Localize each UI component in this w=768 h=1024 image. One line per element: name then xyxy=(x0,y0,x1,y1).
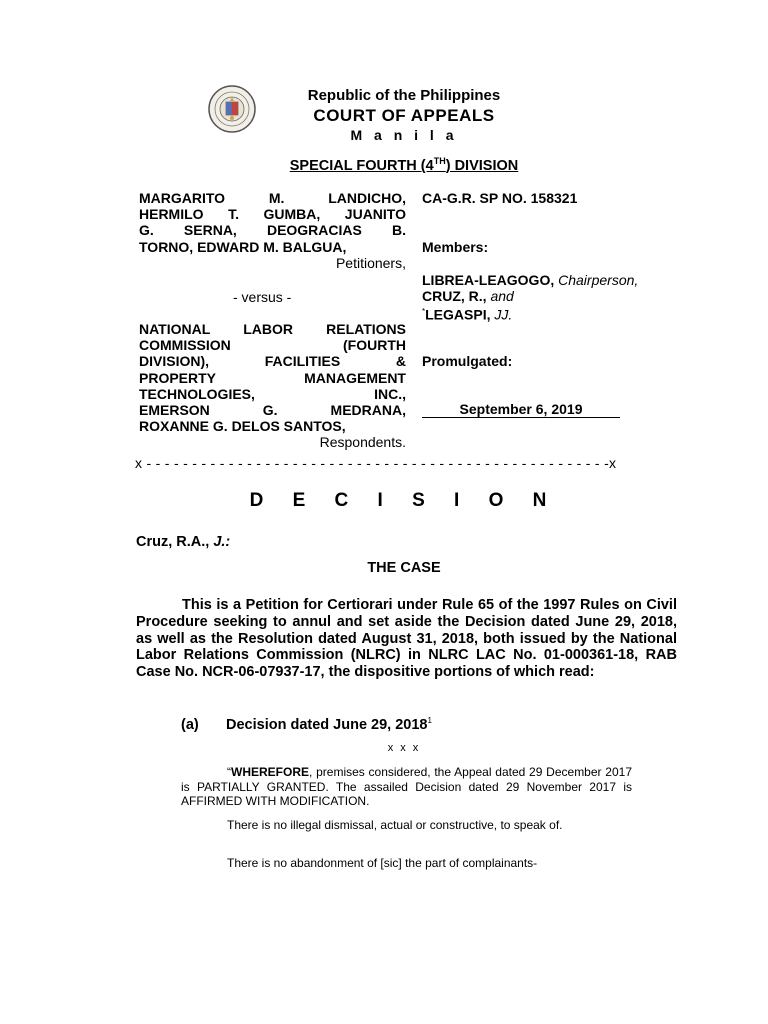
republic-heading: Republic of the Philippines xyxy=(307,87,501,104)
quote-bold-word: WHEREFORE xyxy=(231,765,309,779)
respondent-line: PROPERTY MANAGEMENT xyxy=(139,369,406,386)
member-3-mark: * xyxy=(422,307,426,316)
quote-open: “ xyxy=(227,765,231,779)
author-name: Cruz, R.A., xyxy=(136,534,210,550)
division-sup: TH xyxy=(433,156,446,166)
promulgated-label: Promulgated: xyxy=(422,353,513,369)
quote-paragraph-3: There is no abandonment of [sic] the part of complainants- xyxy=(227,856,538,870)
respondents-block xyxy=(139,321,406,451)
member-2-name: CRUZ, R., xyxy=(422,288,487,304)
promulgated-date: September 6, 2019 xyxy=(422,402,620,418)
member-1 xyxy=(422,272,638,288)
member-3-name: LEGASPI, xyxy=(425,306,491,323)
separator-line: x - - - - - - - - - - - - - - - - - - - - - - - - - - - - - - - - - - - - - - - - - - - - - - - - - - -x xyxy=(135,455,617,471)
case-number: CA-G.R. SP NO. 158321 xyxy=(422,190,578,206)
petitioners-label: Petitioners, xyxy=(335,254,406,271)
section-heading: THE CASE xyxy=(367,560,441,576)
subheading-text: Decision dated June 29, 2018 xyxy=(226,716,428,733)
respondent-line: DIVISION), FACILITIES & xyxy=(139,353,406,370)
subheading-label: (a) xyxy=(181,716,199,733)
respondent-line: EMERSON G. MEDRANA, xyxy=(139,402,406,419)
quote-paragraph-2: There is no illegal dismissal, actual or constructive, to speak of. xyxy=(227,818,563,832)
respondent-line: TECHNOLOGIES, INC., xyxy=(139,385,406,402)
member-3-role: JJ. xyxy=(494,306,513,323)
versus-label: - versus - xyxy=(233,289,292,305)
intro-paragraph: This is a Petition for Certiorari under Rule 65 of the 1997 Rules on Civil Procedure seeking to annul and set aside the Decision dated June 29, 2018, as well as the Resolution dated August 31, 2018, both issued by the National Labor Relations Commission (NLRC) in NLRC LAC No. 01-000361-18, RAB Case No. NCR-06-07937-17, the dispositive portions of which read: xyxy=(136,597,677,681)
member-1-role: Chairperson, xyxy=(558,272,639,288)
petitioners-block xyxy=(139,190,406,271)
petitioner-line: TORNO, EDWARD M. BALGUA, xyxy=(139,238,347,255)
subheading xyxy=(181,716,432,733)
petitioner-line: HERMILO T. GUMBA, JUANITO xyxy=(139,206,406,223)
footnote-marker: 1 xyxy=(427,716,432,725)
decision-title: D E C I S I O N xyxy=(249,490,559,511)
respondents-label: Respondents. xyxy=(319,434,406,451)
member-2 xyxy=(422,288,514,304)
division-pre: SPECIAL FOURTH (4 xyxy=(289,157,434,174)
ellipsis: x x x xyxy=(387,742,421,754)
quote-paragraph-1 xyxy=(181,765,632,809)
member-3 xyxy=(422,304,512,323)
members-label: Members: xyxy=(422,239,489,255)
division-post: ) DIVISION xyxy=(445,157,519,174)
quote-p1-rest: , premises considered, the Appeal dated 29 December 2017 is PARTIALLY GRANTED. The assailed Decision dated 29 November 2017 is AFFIRMED WITH MODIFICATION. xyxy=(181,765,632,808)
court-heading: COURT OF APPEALS xyxy=(313,106,495,125)
ponente xyxy=(136,534,230,550)
respondent-line: ROXANNE G. DELOS SANTOS, xyxy=(139,418,346,435)
city-heading: M a n i l a xyxy=(350,127,458,143)
member-1-name: LIBREA-LEAGOGO, xyxy=(422,272,555,288)
respondent-line: NATIONAL LABOR RELATIONS xyxy=(139,321,406,337)
respondent-line: COMMISSION (FOURTH xyxy=(139,337,406,354)
petitioner-line: MARGARITO M. LANDICHO, xyxy=(139,190,406,206)
author-role: J.: xyxy=(213,534,231,550)
petitioner-line: G. SERNA, DEOGRACIAS B. xyxy=(139,222,406,239)
division-heading xyxy=(0,156,768,174)
member-2-role: and xyxy=(490,288,514,304)
